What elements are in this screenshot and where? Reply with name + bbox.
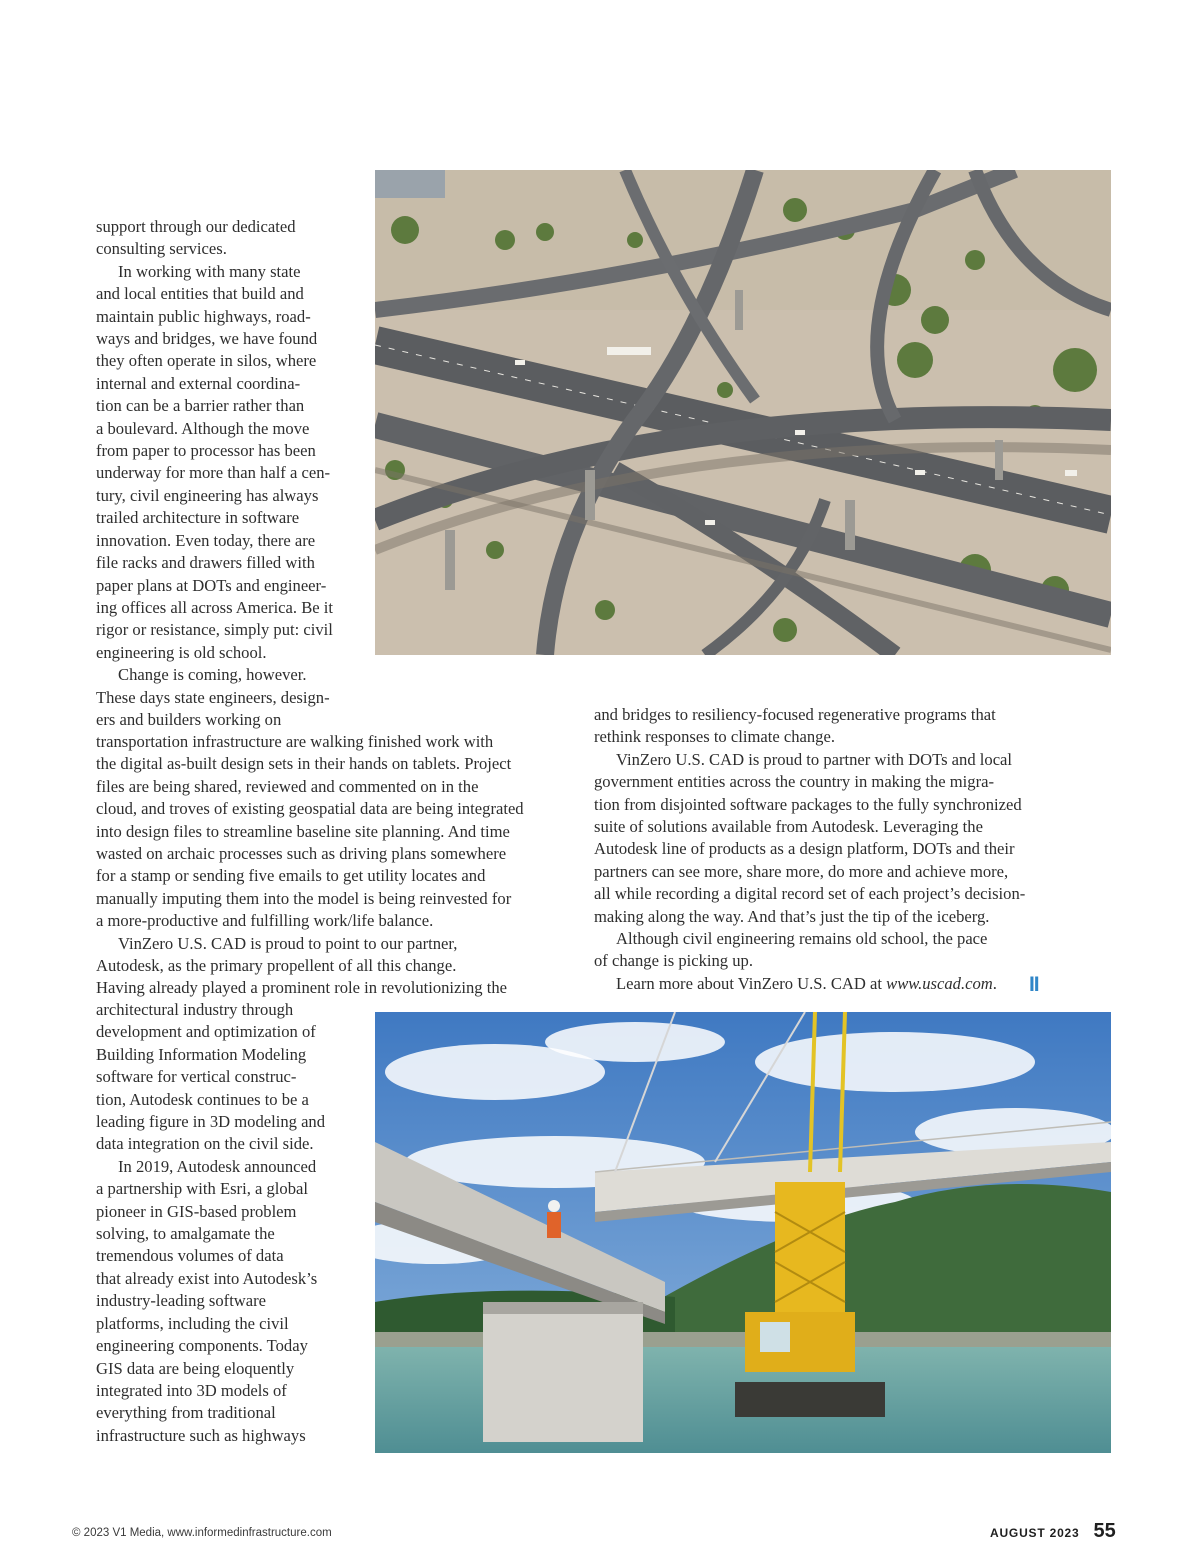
text-line: from paper to processor has been	[96, 441, 316, 461]
closing-period: .	[992, 973, 997, 993]
text-line: files are being shared, reviewed and commented on in the	[96, 776, 479, 796]
text-line: Autodesk, as the primary propellent of all this change.	[96, 956, 457, 976]
text-line: file racks and drawers filled with	[96, 553, 315, 573]
text-line: paper plans at DOTs and engineer-	[96, 575, 327, 595]
text-line: internal and external coordina-	[96, 373, 301, 393]
text-line: that already exist into Autodesk’s	[96, 1268, 318, 1288]
text-line: maintain public highways, road-	[96, 306, 311, 326]
text-line: VinZero U.S. CAD is proud to partner with DOTs and local	[616, 749, 1013, 769]
text-line: solving, to amalgamate the	[96, 1224, 275, 1244]
text-line: a boulevard. Although the move	[96, 418, 310, 438]
text-line: tion, Autodesk continues to be a	[96, 1089, 309, 1109]
text-line: of change is picking up.	[594, 951, 753, 971]
closing-line	[594, 973, 1074, 996]
text-line: and local entities that build and	[96, 284, 304, 304]
text-line: ers and builders working on	[96, 709, 282, 729]
text-line: Having already played a prominent role in revolutionizing the	[96, 978, 508, 998]
text-line: a more-productive and fulfilling work/life balance.	[96, 911, 434, 931]
bridge-construction-photo	[375, 1012, 1111, 1453]
closing-text: Learn more about VinZero U.S. CAD at	[616, 973, 887, 993]
text-line: suite of solutions available from Autodesk. Leveraging the	[594, 817, 983, 837]
text-line: GIS data are being eloquently	[96, 1358, 295, 1378]
text-line: wasted on archaic processes such as driving plans somewhere	[96, 844, 507, 864]
text-line: tury, civil engineering has always	[96, 485, 319, 505]
text-line: everything from traditional	[96, 1403, 276, 1423]
text-line: These days state engineers, design-	[96, 687, 330, 707]
text-line: they often operate in silos, where	[96, 351, 317, 371]
text-line: a partnership with Esri, a global	[96, 1179, 308, 1199]
text-line: Although civil engineering remains old school, the pace	[616, 929, 988, 949]
text-line: infrastructure such as highways	[96, 1425, 306, 1445]
copyright-footer: © 2023 V1 Media, www.informedinfrastructure.com	[72, 1527, 332, 1539]
text-line: underway for more than half a cen-	[96, 463, 331, 483]
text-line: rigor or resistance, simply put: civil	[96, 620, 333, 640]
text-line: In 2019, Autodesk announced	[118, 1156, 317, 1176]
text-line: Autodesk line of products as a design platform, DOTs and their	[594, 839, 1015, 859]
article-column-left-bottom	[96, 999, 374, 1447]
text-line: for a stamp or sending five emails to get utility locates and	[96, 866, 486, 886]
text-line: cloud, and troves of existing geospatial data are being integrated	[96, 799, 524, 819]
article-column-right	[594, 704, 1074, 996]
text-line: industry-leading software	[96, 1291, 267, 1311]
text-line: platforms, including the civil	[96, 1313, 289, 1333]
issue-date: AUGUST 2023	[990, 1526, 1080, 1540]
text-line: manually imputing them into the model is being reinvested for	[96, 888, 512, 908]
text-line: support through our dedicated	[96, 217, 296, 236]
text-line: trailed architecture in software	[96, 508, 300, 528]
text-line: In working with many state	[118, 261, 301, 281]
text-line: leading figure in 3D modeling and	[96, 1112, 326, 1132]
website-link[interactable]: www.uscad.com	[886, 973, 993, 993]
text-line: software for vertical construc-	[96, 1067, 297, 1087]
text-line: and bridges to resiliency-focused regenerative programs that	[594, 705, 996, 724]
end-mark-icon: II	[1028, 972, 1039, 996]
text-line: VinZero U.S. CAD is proud to point to our partner,	[118, 933, 458, 953]
text-line: making along the way. And that’s just the tip of the iceberg.	[594, 906, 990, 926]
text-line: data integration on the civil side.	[96, 1134, 314, 1154]
text-line: government entities across the country in making the migra-	[594, 772, 994, 792]
text-line: ing offices all across America. Be it	[96, 597, 334, 617]
article-column-left-top	[96, 216, 374, 731]
text-line: development and optimization of	[96, 1022, 316, 1042]
text-line: Change is coming, however.	[118, 665, 307, 685]
text-line: tremendous volumes of data	[96, 1246, 284, 1266]
text-line: into design files to streamline baseline site planning. And time	[96, 821, 510, 841]
page-number: 55	[1093, 1520, 1116, 1542]
text-line: the digital as-built design sets in their hands on tablets. Project	[96, 754, 512, 774]
text-line: architectural industry through	[96, 1000, 294, 1019]
page-footer	[990, 1520, 1116, 1543]
article-column-left-wide	[96, 731, 571, 1000]
text-line: engineering components. Today	[96, 1336, 308, 1356]
text-line: innovation. Even today, there are	[96, 530, 316, 550]
text-line: integrated into 3D models of	[96, 1380, 287, 1400]
text-line: Building Information Modeling	[96, 1044, 307, 1064]
text-line: pioneer in GIS-based problem	[96, 1201, 297, 1221]
text-line: all while recording a digital record set of each project’s decision-	[594, 884, 1026, 904]
text-line: tion from disjointed software packages to the fully synchronized	[594, 794, 1022, 814]
text-line: transportation infrastructure are walking finished work with	[96, 732, 494, 751]
text-line: ways and bridges, we have found	[96, 329, 318, 349]
text-line: consulting services.	[96, 239, 227, 259]
highway-interchange-photo	[375, 170, 1111, 655]
text-line: engineering is old school.	[96, 642, 267, 662]
text-line: rethink responses to climate change.	[594, 727, 835, 747]
text-line: partners can see more, share more, do more and achieve more,	[594, 861, 1009, 881]
text-line: tion can be a barrier rather than	[96, 396, 305, 416]
